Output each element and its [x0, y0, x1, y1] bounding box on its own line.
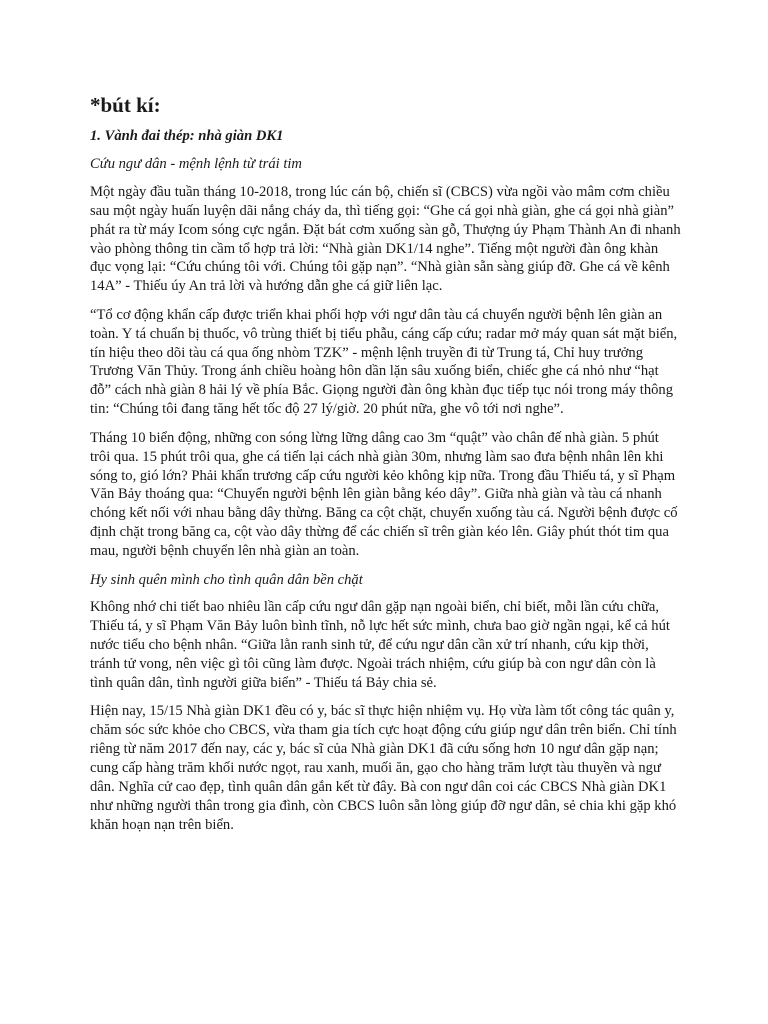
paragraph: “Tổ cơ động khẩn cấp được triển khai phối hợp với ngư dân tàu cá chuyển người bệnh lên giàn an toàn. Y tá chuẩn bị thuốc, vô trùng thiết bị tiểu phẫu, cáng cấp cứu; radar mở máy quan sát mặt biển, tín hiệu theo dõi tàu cá qua ống nhòm TZK” - mệnh lệnh truyền đi từ Trung tá, Chỉ huy trưởng Trương Văn Thủy. Trong ánh chiều hoàng hôn dần lặn sâu xuống biển, chiếc ghe cá nhỏ như “hạt đỗ” cách nhà giàn 8 hải lý về phía Bắc. Giọng người đàn ông khàn đục tiếp tục nói trong máy thông tin: “Chúng tôi đang tăng hết tốc độ 27 lý/giờ. 20 phút nữa, ghe vô tới nơi nghe”. — [90, 306, 678, 418]
subheading-rescue: Cứu ngư dân - mệnh lệnh từ trái tim — [90, 155, 302, 172]
paragraph: Một ngày đầu tuần tháng 10-2018, trong lúc cán bộ, chiến sĩ (CBCS) vừa ngồi vào mâm cơm chiều sau một ngày huấn luyện dãi nắng cháy da, thì tiếng gọi: “Ghe cá gọi nhà giàn, ghe cá gọi nhà giàn” phát ra từ máy Icom sóng cực ngắn. Đặt bát cơm xuống sàn gỗ, Thượng úy Phạm Thành An đi nhanh vào phòng thông tin cầm tổ hợp trả lời: “Nhà giàn DK1/14 nghe”. Tiếng một người đàn ông khàn đục vọng lại: “Cứu chúng tôi với. Chúng tôi gặp nạn”. “Nhà giàn sẵn sàng giúp đỡ. Ghe cá về kênh 14A” - Thiếu úy An trả lời và hướng dẫn ghe cá giữ liên lạc. — [90, 183, 681, 295]
document-title: *bút kí: — [90, 93, 161, 117]
paragraph: Không nhớ chi tiết bao nhiêu lần cấp cứu ngư dân gặp nạn ngoài biển, chỉ biết, mỗi lần cứu chữa, Thiếu tá, y sĩ Phạm Văn Bảy luôn bình tĩnh, nỗ lực hết sức mình, chưa bao giờ ngần ngại, kể cả hút nước tiểu cho bệnh nhân. “Giữa lằn ranh sinh tử, để cứu ngư dân cần xử trí nhanh, cứu kịp thời, tránh tử vong, nên việc gì tôi cũng làm được. Ngoài trách nhiệm, cứu giúp bà con ngư dân còn là tình quân dân, tình người giữa biển” - Thiếu tá Bảy chia sẻ. — [90, 599, 670, 692]
paragraph: Hiện nay, 15/15 Nhà giàn DK1 đều có y, bác sĩ thực hiện nhiệm vụ. Họ vừa làm tốt công tác quân y, chăm sóc sức khỏe cho CBCS, vừa tham gia tích cực hoạt động cứu giúp ngư dân trên biển. Chỉ tính riêng từ năm 2017 đến nay, các y, bác sĩ của Nhà giàn DK1 đã cứu sống hơn 10 ngư dân gặp nạn; cung cấp hàng trăm khối nước ngọt, rau xanh, muối ăn, gạo cho hàng trăm lượt tàu thuyền và ngư dân. Nghĩa cử cao đẹp, tình quân dân gắn kết từ đây. Bà con ngư dân coi các CBCS Nhà giàn DK1 như những người thân trong gia đình, còn CBCS luôn sẵn lòng giúp đỡ ngư dân, sẻ chia khi gặp khó khăn hoạn nạn trên biển. — [90, 703, 677, 833]
paragraph: Tháng 10 biển động, những con sóng lừng lững dâng cao 3m “quật” vào chân đế nhà giàn. 5 phút trôi qua. 15 phút trôi qua, ghe cá tiến lại cách nhà giàn 30m, nhưng làm sao đưa bệnh nhân lên khi sóng to, gió lớn? Phải khẩn trương cấp cứu người kẻo không kịp nữa. Trong đầu Thiếu tá, y sĩ Phạm Văn Bảy thoáng qua: “Chuyển người bệnh lên giàn bằng kéo dây”. Giữa nhà giàn và tàu cá nhanh chóng kết nối với nhau bằng dây thừng. Băng ca cột chặt, chuyển xuống tàu cá. Người bệnh được cố định chặt trong băng ca, cột vào dây thừng để các chiến sĩ trên giàn kéo lên. Giây phút thót tim qua mau, người bệnh chuyển lên nhà giàn an toàn. — [90, 429, 678, 560]
subheading-sacrifice: Hy sinh quên mình cho tình quân dân bền chặt — [90, 571, 363, 588]
section-heading: 1. Vành đai thép: nhà giàn DK1 — [90, 128, 284, 144]
document-page — [90, 92, 682, 844]
